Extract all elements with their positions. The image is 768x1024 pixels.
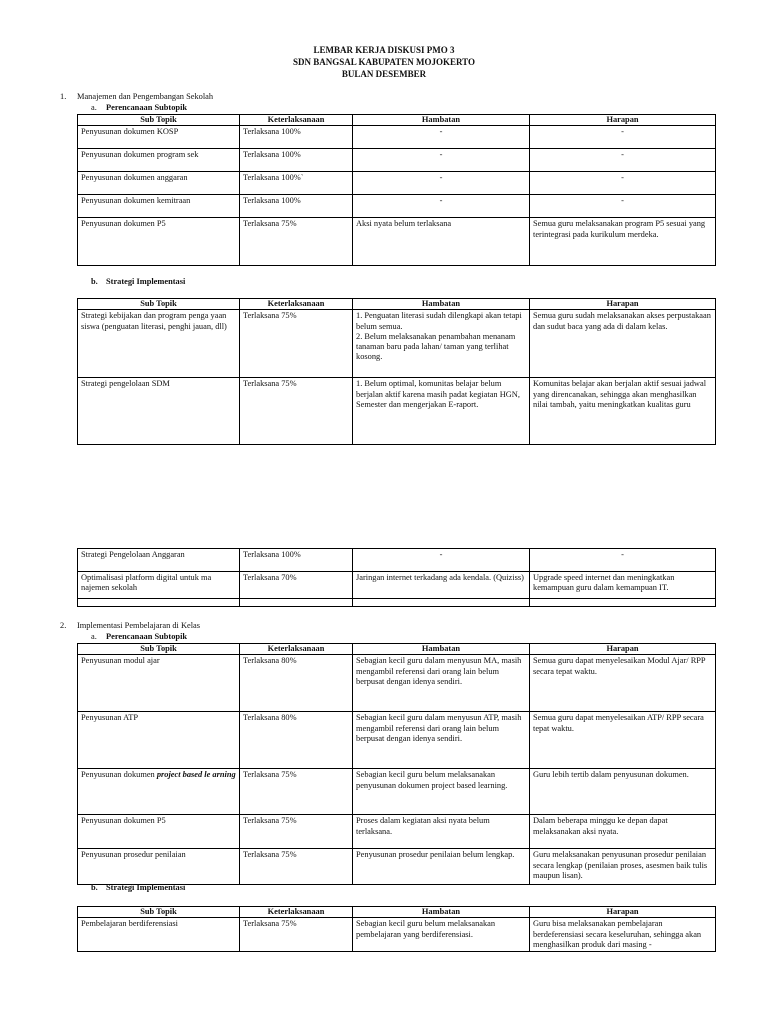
table-row [78,572,716,599]
table-header-row [78,907,716,918]
cell-harapan: - [530,172,716,195]
cell-harapan: - [530,195,716,218]
cell-subtopik: Penyusunan dokumen P5 [78,815,240,849]
doc-title-line1: LEMBAR KERJA DISKUSI PMO 3 [313,45,455,55]
cell-harapan: Guru lebih tertib dalam penyusunan dokumen. [530,769,716,815]
table-row [78,849,716,885]
cell-keterlaksanaan: Terlaksana 80% [240,655,353,712]
cell-subtopik: Penyusunan modul ajar [78,655,240,712]
cell-harapan: - [530,126,716,149]
cell-keterlaksanaan: Terlaksana 75% [240,769,353,815]
section2-a-letter: a. [91,632,97,641]
table-header-row [78,299,716,310]
table-header-row [78,644,716,655]
cell-subtopik: Optimalisasi platform digital untuk ma najemen sekolah [78,572,240,599]
col-header-harapan: Harapan [530,907,716,918]
cell-hambatan: Sebagian kecil guru dalam menyusun MA, masih mengambil referensi dari orang lain belum berpusat dengan idenya sendiri. [353,655,530,712]
table-2b [77,906,716,952]
table-row [78,126,716,149]
cell-harapan: Dalam beberapa minggu ke depan dapat melaksanakan aksi nyata. [530,815,716,849]
cell-harapan: - [530,549,716,572]
col-header-keterlaksanaan: Keterlaksanaan [240,644,353,655]
cell-subtopik: Penyusunan prosedur penilaian [78,849,240,885]
table-1c [77,548,716,607]
cell-subtopik: Strategi Pengelolaan Anggaran [78,549,240,572]
cell-harapan: Guru bisa melaksanakan pembelajaran berdeferensiasi secara keseluruhan, sehingga akan menghasilkan produk dari masing - [530,918,716,952]
doc-title-line3: BULAN DESEMBER [341,69,427,79]
col-header-hambatan: Hambatan [353,299,530,310]
cell-hambatan: Penyusunan prosedur penilaian belum lengkap. [353,849,530,885]
cell-subtopik: Penyusunan dokumen KOSP [78,126,240,149]
cell-keterlaksanaan: Terlaksana 70% [240,572,353,599]
section2-number: 2. [60,621,67,630]
table-row [78,149,716,172]
cell-harapan: Semua guru melaksanakan program P5 sesuai yang terintegrasi pada kurikulum merdeka. [530,218,716,266]
cell-keterlaksanaan: Terlaksana 75% [240,310,353,378]
cell-hambatan: - [353,172,530,195]
section2-title: Implementasi Pembelajaran di Kelas [77,621,201,630]
cell-keterlaksanaan: Terlaksana 75% [240,849,353,885]
cell-empty [78,599,240,607]
table-row [78,378,716,445]
cell-harapan: Semua guru sudah melaksanakan akses perpustakaan dan sudut baca yang ada di dalam kelas. [530,310,716,378]
cell-empty [240,599,353,607]
cell-subtopik [78,769,240,815]
table-row [78,712,716,769]
cell-keterlaksanaan: Terlaksana 75% [240,218,353,266]
table-row [78,769,716,815]
col-header-subtopik: Sub Topik [78,644,240,655]
cell-keterlaksanaan: Terlaksana 100%` [240,172,353,195]
cell-keterlaksanaan: Terlaksana 75% [240,378,353,445]
cell-subtopik: Strategi kebijakan dan program penga yaan siswa (penguatan literasi, penghi jauan, dll) [78,310,240,378]
cell-keterlaksanaan: Terlaksana 100% [240,126,353,149]
section1-a-letter: a. [91,103,97,112]
table-row [78,218,716,266]
cell-subtopik: Penyusunan dokumen P5 [78,218,240,266]
col-header-hambatan: Hambatan [353,644,530,655]
cell-keterlaksanaan: Terlaksana 75% [240,918,353,952]
table-row [78,549,716,572]
section2-b-title: Strategi Implementasi [106,883,186,892]
table-row [78,918,716,952]
section1-a-title: Perencanaan Subtopik [106,103,188,112]
table-header-row [78,115,716,126]
col-header-keterlaksanaan: Keterlaksanaan [240,907,353,918]
cell-hambatan: Jaringan internet terkadang ada kendala. (Quiziss) [353,572,530,599]
col-header-hambatan: Hambatan [353,115,530,126]
cell-keterlaksanaan: Terlaksana 80% [240,712,353,769]
cell-hambatan: Sebagian kecil guru dalam menyusun ATP, masih mengambil referensi dari orang lain belum berpusat dengan idenya sendiri. [353,712,530,769]
col-header-harapan: Harapan [530,644,716,655]
cell-subtopik: Penyusunan dokumen kemitraan [78,195,240,218]
cell-subtopik: Penyusunan ATP [78,712,240,769]
col-header-keterlaksanaan: Keterlaksanaan [240,299,353,310]
section1-b-title: Strategi Implementasi [106,277,186,286]
section2-b-letter: b. [91,883,98,892]
cell-subtopik: Pembelajaran berdiferensiasi [78,918,240,952]
cell-harapan: Semua guru dapat menyelesaikan Modul Ajar/ RPP secara tepat waktu. [530,655,716,712]
table-row [78,310,716,378]
cell-keterlaksanaan: Terlaksana 75% [240,815,353,849]
cell-harapan: Semua guru dapat menyelesaikan ATP/ RPP secara tepat waktu. [530,712,716,769]
col-header-subtopik: Sub Topik [78,299,240,310]
cell-hambatan: Proses dalam kegiatan aksi nyata belum terlaksana. [353,815,530,849]
cell-empty [353,599,530,607]
cell-hambatan: 1. Belum optimal, komunitas belajar belum berjalan aktif karena masih padat kegiatan HGN, Semester dan mengerjakan E-raport. [353,378,530,445]
cell-subtopik: Strategi pengelolaan SDM [78,378,240,445]
section1-number: 1. [60,92,67,101]
col-header-keterlaksanaan: Keterlaksanaan [240,115,353,126]
col-header-harapan: Harapan [530,115,716,126]
cell-hambatan: Sebagian kecil guru belum melaksanakan pembelajaran yang berdiferensiasi. [353,918,530,952]
section2-a-title: Perencanaan Subtopik [106,632,188,641]
cell-harapan: Upgrade speed internet dan meningkatkan kemampuan guru dalam kemampuan IT. [530,572,716,599]
doc-title-line2: SDN BANGSAL KABUPATEN MOJOKERTO [293,57,475,67]
cell-hambatan: - [353,195,530,218]
table-row [78,195,716,218]
cell-hambatan: - [353,126,530,149]
cell-harapan: Guru melaksanakan penyusunan prosedur penilaian secara lengkap (penilaian proses, asesmen baik tulis maupun lisan). [530,849,716,885]
section1-title: Manajemen dan Pengembangan Sekolah [77,92,214,101]
cell-hambatan: Aksi nyata belum terlaksana [353,218,530,266]
col-header-harapan: Harapan [530,299,716,310]
table-row-empty [78,599,716,607]
cell-subtopik: Penyusunan dokumen program sek [78,149,240,172]
cell-hambatan: - [353,149,530,172]
cell-keterlaksanaan: Terlaksana 100% [240,149,353,172]
table-1b [77,298,716,445]
table-row [78,815,716,849]
col-header-hambatan: Hambatan [353,907,530,918]
col-header-subtopik: Sub Topik [78,115,240,126]
table-2a [77,643,716,885]
cell-hambatan: Sebagian kecil guru belum melaksanakan penyusunan dokumen project based learning. [353,769,530,815]
cell-harapan: Komunitas belajar akan berjalan aktif sesuai jadwal yang direncanakan, sehingga akan menghasilkan nilai tambah, yaitu meningkatkan kualitas guru [530,378,716,445]
cell-hambatan: 1. Penguatan literasi sudah dilengkapi akan tetapi belum semua. 2. Belum melaksanakan penambahan menanam tanaman baru pada lahan/ taman yang terlihat kosong. [353,310,530,378]
cell-subtopik: Penyusunan dokumen anggaran [78,172,240,195]
table-row [78,172,716,195]
subtopik-emphasis: project based le arning [156,770,236,780]
cell-empty [530,599,716,607]
section1-b-letter: b. [91,277,98,286]
cell-keterlaksanaan: Terlaksana 100% [240,195,353,218]
cell-harapan: - [530,149,716,172]
table-1a [77,114,716,266]
subtopik-plain: Penyusunan dokumen [81,770,157,780]
cell-hambatan: - [353,549,530,572]
col-header-subtopik: Sub Topik [78,907,240,918]
cell-keterlaksanaan: Terlaksana 100% [240,549,353,572]
table-row [78,655,716,712]
